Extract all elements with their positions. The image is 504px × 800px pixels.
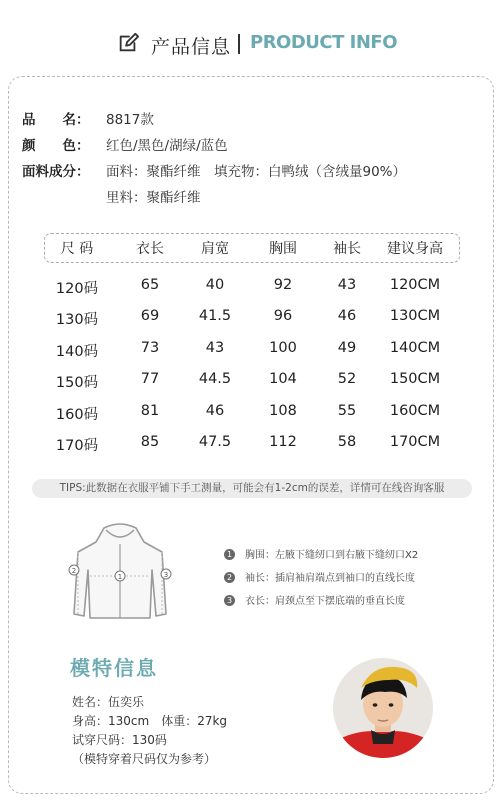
legend-text-sleeve: 袖长：插肩袖肩端点到袖口的直线长度 [245, 573, 415, 584]
legend-item-sleeve [224, 569, 415, 584]
product-fabric-label: 面料成分： [22, 164, 90, 180]
size-table-cell: 52 [337, 371, 357, 387]
legend-number-2: 2 [224, 572, 235, 583]
size-table-header-cell: 胸围 [269, 241, 297, 257]
size-table-header-cell: 建议身高 [387, 241, 443, 257]
size-table-cell: 100 [269, 340, 297, 356]
diagram-marker-1 [115, 571, 125, 581]
size-table-cell: 58 [337, 434, 357, 450]
model-size: 试穿尺码：130码 [72, 733, 167, 747]
size-table-cell: 41.5 [198, 308, 232, 324]
legend-number-3: 3 [224, 595, 235, 606]
size-table-cell: 112 [269, 434, 297, 450]
size-table-cell: 108 [269, 403, 297, 419]
header-title-en: PRODUCT INFO [250, 32, 398, 53]
product-color-label: 颜 色： [22, 138, 90, 154]
size-table-header-cell: 袖长 [333, 241, 361, 257]
size-table-cell: 65 [140, 277, 160, 293]
product-lining-value: 里料：聚酯纤维 [106, 190, 201, 206]
diagram-marker-2 [69, 565, 79, 575]
header-title-cn: 产品信息 [151, 36, 232, 58]
product-name-label: 品 名： [22, 112, 90, 128]
diagram-marker-3-label: 3 [163, 571, 169, 579]
size-table-cell: 44.5 [198, 371, 232, 387]
size-table-cell: 47.5 [198, 434, 232, 450]
size-table-cell: 150码 [55, 375, 99, 391]
size-table-cell: 140CM [389, 340, 441, 356]
size-table-cell: 92 [273, 277, 293, 293]
size-table-header-cell: 尺 码 [60, 241, 94, 257]
size-table-cell: 150CM [389, 371, 441, 387]
legend-item-length [224, 592, 405, 607]
legend-item-chest [224, 546, 418, 561]
size-table-cell: 46 [337, 308, 357, 324]
size-table-cell: 130码 [55, 312, 99, 328]
size-table-cell: 160CM [389, 403, 441, 419]
diagram-marker-3 [161, 569, 171, 579]
size-table-cell: 46 [205, 403, 225, 419]
coat-diagram-icon [66, 522, 174, 622]
size-table-cell: 96 [273, 308, 293, 324]
size-table-cell: 104 [269, 371, 297, 387]
legend-text-length: 衣长：肩颈点至下摆底端的垂直长度 [245, 596, 405, 607]
measurement-tips: TIPS:此数据在衣服平铺下手工测量，可能会有1-2cm的误差，详情可在线咨询客服 [32, 479, 472, 498]
size-table-cell: 170CM [389, 434, 441, 450]
size-table-cell: 69 [140, 308, 160, 324]
size-table-cell: 43 [205, 340, 225, 356]
size-table-cell: 73 [140, 340, 160, 356]
edit-icon [117, 32, 139, 54]
diagram-marker-2-label: 2 [71, 567, 77, 575]
size-table-cell: 130CM [389, 308, 441, 324]
size-table-cell: 120CM [389, 277, 441, 293]
legend-text-chest: 胸围：左腋下缝纫口到右腋下缝纫口X2 [245, 550, 419, 561]
size-table-cell: 170码 [55, 438, 99, 454]
model-stats: 身高：130cm 体重：27kg [72, 714, 228, 728]
size-table-header-cell: 衣长 [136, 241, 164, 257]
size-table-cell: 85 [140, 434, 160, 450]
product-lining-row [106, 186, 201, 206]
product-fabric-row [22, 160, 406, 180]
size-table-cell: 120码 [55, 281, 99, 297]
product-color-row [22, 134, 228, 154]
size-table-cell: 55 [337, 403, 357, 419]
size-table-cell: 49 [337, 340, 357, 356]
model-name: 姓名：伍奕乐 [72, 695, 145, 709]
product-name-value: 8817款 [106, 112, 154, 128]
model-note: （模特穿着尺码仅为参考） [72, 752, 217, 766]
size-table-cell: 40 [205, 277, 225, 293]
model-info-title: 模特信息 [70, 656, 158, 680]
product-fabric-value: 面料：聚酯纤维 填充物：白鸭绒（含绒量90%） [106, 164, 407, 180]
size-table-cell: 160码 [55, 407, 99, 423]
legend-number-1: 1 [224, 549, 235, 560]
size-table-header-cell: 肩宽 [201, 241, 229, 257]
page-header [0, 26, 504, 62]
header-separator [238, 34, 240, 54]
product-name-row [22, 108, 154, 128]
product-color-value: 红色/黑色/湖绿/蓝色 [106, 138, 228, 154]
model-avatar [333, 658, 433, 758]
size-table-cell: 77 [140, 371, 160, 387]
diagram-marker-1-label: 1 [117, 573, 123, 581]
size-table-cell: 140码 [55, 344, 99, 360]
size-table-cell: 81 [140, 403, 160, 419]
size-table-cell: 43 [337, 277, 357, 293]
